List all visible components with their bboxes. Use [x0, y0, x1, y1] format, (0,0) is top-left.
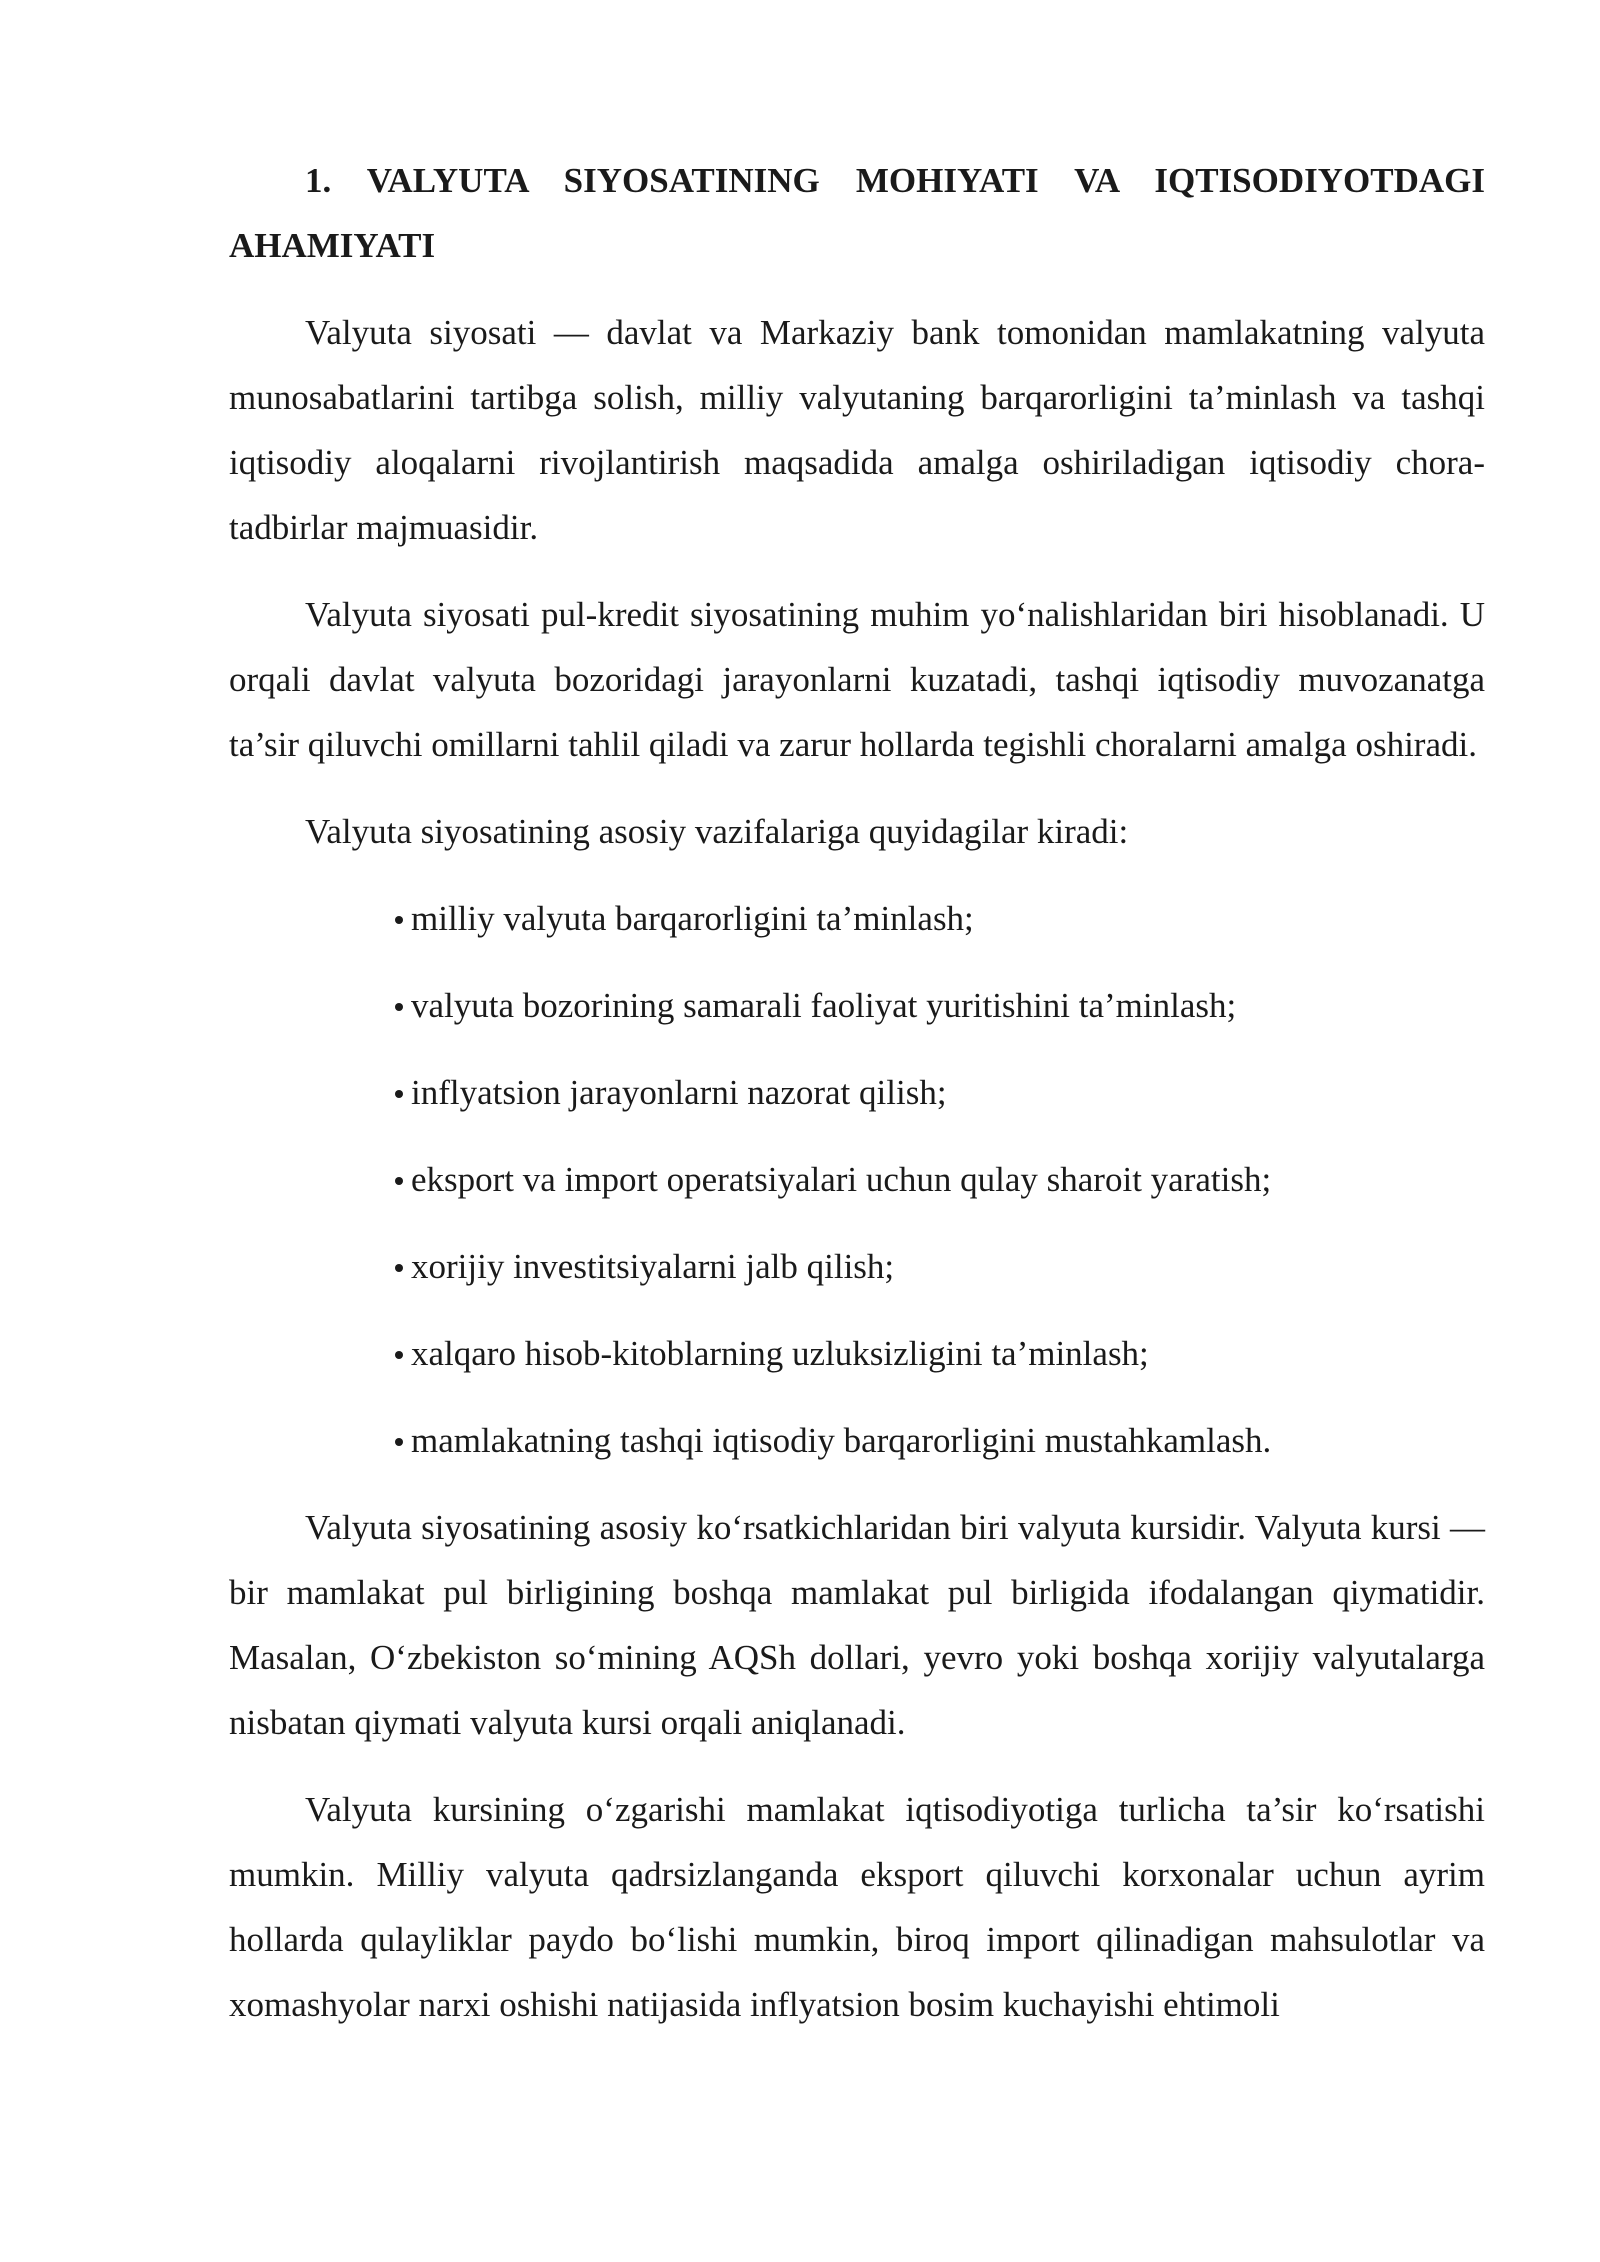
paragraph-monetary-policy: Valyuta siyosati pul-kredit siyosatining muhim yo‘nalishlaridan biri hisoblanadi. U orqali davlat valyuta bozoridagi jarayonlarni kuzatadi, tashqi iqtisodiy muvozanatga ta’sir qiluvchi omillarni tahlil qiladi va zarur hollarda tegishli choralarni amalga oshiradi. — [229, 595, 1485, 764]
list-item: xorijiy investitsiyalarni jalb qilish; — [395, 1234, 1485, 1299]
paragraph-rate-effects: Valyuta kursining o‘zgarishi mamlakat iqtisodiyotiga turlicha ta’sir ko‘rsatishi mumkin. Milliy valyuta qadrsizlanganda eksport qiluvchi korxonalar uchun ayrim hollarda qulayliklar paydo bo‘lishi mumkin, biroq import qilinadigan mahsulotlar va xomashyolar narxi oshishi natijasida inflyatsion bosim kuchayishi ehtimoli — [229, 1790, 1485, 2024]
bullet-icon — [395, 1177, 403, 1185]
paragraph-exchange-rate: Valyuta siyosatining asosiy ko‘rsatkichlaridan biri valyuta kursidir. Valyuta kursi — bir mamlakat pul birligining boshqa mamlakat pul birligida ifodalangan qiymatidir. Masalan, O‘zbekiston so‘mining AQSh dollari, yevro yoki boshqa xorijiy valyutalarga nisbatan qiymati valyuta kursi orqali aniqlanadi. — [229, 1508, 1485, 1742]
paragraph-definition: Valyuta siyosati — davlat va Markaziy bank tomonidan mamlakatning valyuta munosabatlarini tartibga solish, milliy valyutaning barqarorligini ta’minlash va tashqi iqtisodiy aloqalarni rivojlantirish maqsadida amalga oshiriladigan iqtisodiy chora-tadbirlar majmuasidir. — [229, 313, 1485, 547]
bullet-icon — [395, 1438, 403, 1446]
bullet-icon — [395, 1003, 403, 1011]
list-item: milliy valyuta barqarorligini ta’minlash; — [395, 886, 1485, 951]
bullet-icon — [395, 916, 403, 924]
list-item: xalqaro hisob-kitoblarning uzluksizligini ta’minlash; — [395, 1321, 1485, 1386]
bullet-icon — [395, 1351, 403, 1359]
section-heading: 1. VALYUTA SIYOSATINING MOHIYATI VA IQTISODIYOTDAGI AHAMIYATI — [229, 161, 1485, 265]
paragraph-tasks-intro: Valyuta siyosatining asosiy vazifalariga quyidagilar kiradi: — [305, 812, 1129, 851]
tasks-list — [229, 886, 1485, 1473]
document-page — [229, 148, 1485, 2037]
list-item: eksport va import operatsiyalari uchun qulay sharoit yaratish; — [395, 1147, 1485, 1212]
bullet-icon — [395, 1264, 403, 1272]
bullet-icon — [395, 1090, 403, 1098]
list-item: mamlakatning tashqi iqtisodiy barqarorligini mustahkamlash. — [395, 1408, 1485, 1473]
list-item: valyuta bozorining samarali faoliyat yuritishini ta’minlash; — [395, 973, 1485, 1038]
list-item: inflyatsion jarayonlarni nazorat qilish; — [395, 1060, 1485, 1125]
